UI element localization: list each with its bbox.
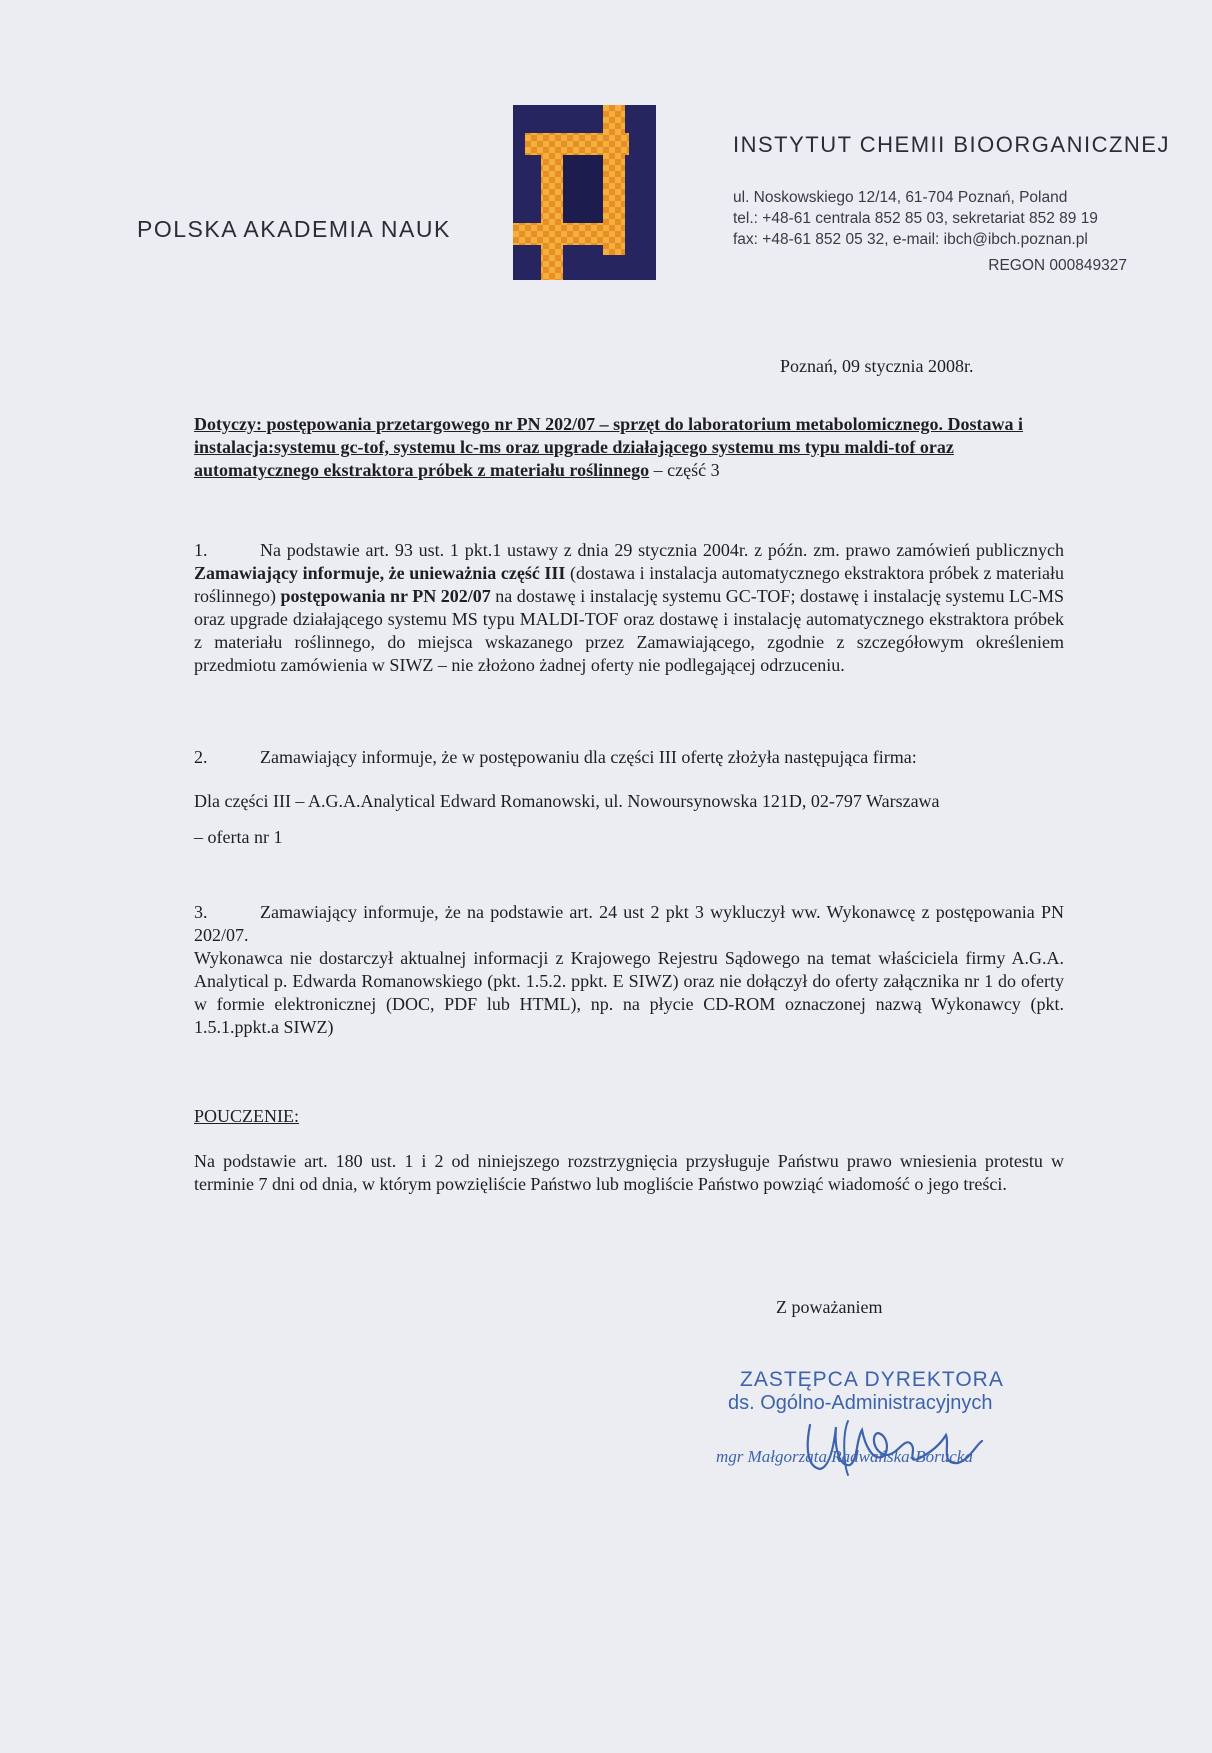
section-3-details: Wykonawca nie dostarczył aktualnej informacji z Krajowego Rejestru Sądowego na temat właściciela firmy A.G.A. Analytical p. Edwarda Romanowskiego (pkt. 1.5.2. ppkt. E SIWZ) oraz nie dołączył do oferty załącznika nr 1 do oferty w formie elektronicznej (DOC, PDF lub HTML), np. na płycie CD-ROM oznaczonej nazwą Wykonawcy (pkt. 1.5.1.ppkt.a SIWZ) [194,948,1064,1037]
section-3 [194,901,1064,947]
section-1-number: 1. [194,540,208,560]
section-1 [194,539,1064,677]
section-3-text: Zamawiający informuje, że na podstawie art. 24 ust 2 pkt 3 wykluczył ww. Wykonawcę z postępowania PN 202/07. [194,902,1064,945]
subject-title: Dotyczy: postępowania przetargowego nr PN 202/07 – sprzęt do laboratorium metabolomicznego. Dostawa i instalacja:systemu gc-tof, systemu lc-ms oraz upgrade działającego systemu ms typu maldi-tof oraz automatycznego ekstraktora próbek z materiału roślinnego [194,414,1024,480]
section-1-bold-annul: Zamawiający informuje, że unieważnia część III [194,563,566,583]
section-2-text: Zamawiający informuje, że w postępowaniu dla części III ofertę złożyła następująca firma: [260,747,917,767]
section-2-number: 2. [194,747,208,767]
regon-line: REGON 000849327 [988,257,1127,274]
academy-name: POLSKA AKADEMIA NAUK [137,216,451,242]
section-1-text-2: (dostawa i instalacja automatycznego ekstraktora próbek z materiału roślinnego) [194,563,1064,606]
institute-contact [733,187,1127,276]
section-2-offer-number: – oferta nr 1 [194,827,283,847]
address-line: ul. Noskowskiego 12/14, 61-704 Poznań, Poland [733,189,1068,206]
pouczenie-heading: POUCZENIE: [194,1106,299,1126]
closing: Z poważaniem [776,1297,883,1317]
phone-line: tel.: +48-61 centrala 852 85 03, sekretariat 852 89 19 [733,210,1098,227]
fax-line: fax: +48-61 852 05 32, e-mail: ibch@ibch.poznan.pl [733,231,1088,248]
subject [194,413,1064,482]
institute-logo [513,105,656,280]
stamp-department: ds. Ogólno-Administracyjnych [728,1392,993,1414]
section-2-offer-line: Dla części III – A.G.A.Analytical Edward Romanowski, ul. Nowoursynowska 121D, 02-797 Warszawa [194,791,940,811]
section-1-text-3: na dostawę i instalację systemu GC-TOF; dostawę i instalację systemu LC-MS oraz upgrade działającego systemu MS typu MALDI-TOF oraz dostawę i instalację automatycznego ekstraktora próbek z materiału roślinnego, do miejsca wskazanego przez Zamawiającego, zgodnie z szczegółowym określeniem przedmiotu zamówienia w SIWZ – nie złożono żadnej oferty nie podlegającej odrzuceniu. [194,586,1064,675]
section-1-bold-proceeding: postępowania nr PN 202/07 [280,586,491,606]
subject-suffix: – część 3 [649,460,720,480]
letter-date: Poznań, 09 stycznia 2008r. [780,356,974,376]
section-2 [194,746,1064,769]
pouczenie-text: Na podstawie art. 180 ust. 1 i 2 od niniejszego rozstrzygnięcia przysługuje Państwu prawo wniesienia protestu w terminie 7 dni od dnia, w którym powzięliście Państwo lub mogliście Państwo powziąć wiadomość o jego treści. [194,1151,1064,1194]
stamp-person: mgr Małgorzata Radwańska-Borucka [716,1447,973,1466]
section-1-text: Na podstawie art. 93 ust. 1 pkt.1 ustawy z dnia 29 stycznia 2004r. z późn. zm. prawo zamówień publicznych [260,540,1064,560]
stamp-title: ZASTĘPCA DYREKTORA [740,1368,1004,1391]
section-3-number: 3. [194,902,208,922]
institute-name: INSTYTUT CHEMII BIOORGANICZNEJ [733,132,1170,157]
